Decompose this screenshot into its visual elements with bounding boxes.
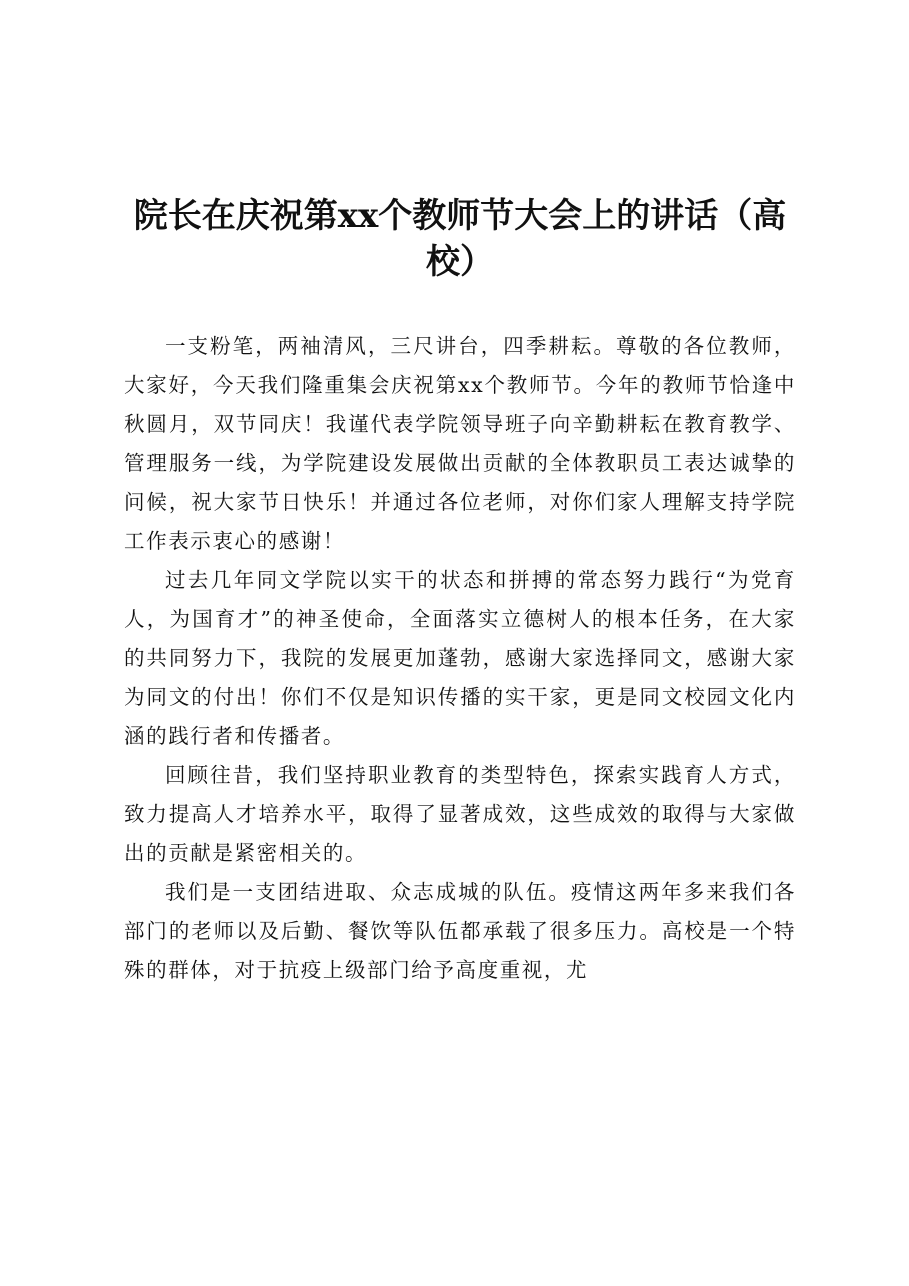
- paragraph-review: 回顾往昔，我们坚持职业教育的类型特色，探索实践育人方式，致力提高人才培养水平，取得了显著成效，这些成效的取得与大家做出的贡献是紧密相关的。: [124, 763, 796, 865]
- document-body: [124, 327, 796, 990]
- document-title: 院长在庆祝第xx个教师节大会上的讲话（高校）: [133, 196, 787, 282]
- paragraph-past-years: 过去几年同文学院以实干的状态和拼搏的常态努力践行“为党育人，为国育才”的神圣使命，全面落实立德树人的根本任务，在大家的共同努力下，我院的发展更加蓬勃，感谢大家选择同文，感谢大家为同文的付出！你们不仅是知识传播的实干家，更是同文校园文化内涵的践行者和传播者。: [124, 568, 796, 748]
- paragraph-team: 我们是一支团结进取、众志成城的队伍。疫情这两年多来我们各部门的老师以及后勤、餐饮等队伍都承载了很多压力。高校是一个特殊的群体，对于抗疫上级部门给予高度重视，尤: [124, 880, 796, 982]
- paragraph-greeting: 一支粉笔，两袖清风，三尺讲台，四季耕耘。尊敬的各位教师，大家好，今天我们隆重集会庆祝第xx个教师节。今年的教师节恰逢中秋圆月，双节同庆！我谨代表学院领导班子向辛勤耕耘在教育教学、管理服务一线，为学院建设发展做出贡献的全体教职员工表达诚挚的问候，祝大家节日快乐！并通过各位老师，对你们家人理解支持学院工作表示衷心的感谢！: [124, 334, 796, 553]
